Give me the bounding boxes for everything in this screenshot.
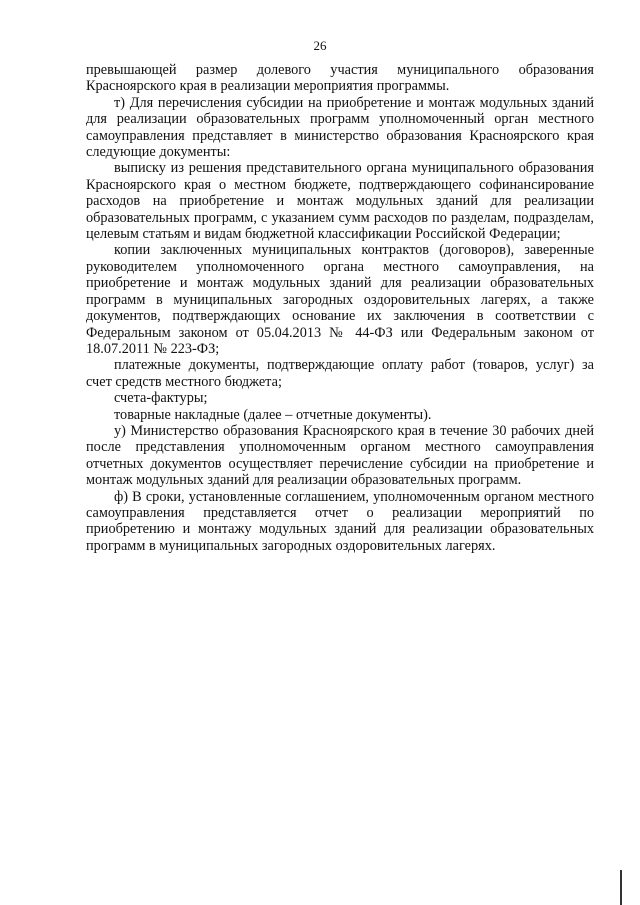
document-body	[86, 62, 594, 554]
paragraph-continuation: превышающей размер долевого участия муниципального образования Красноярского края в реализации мероприятия программы.	[86, 62, 594, 95]
scan-edge-mark	[620, 870, 622, 905]
paragraph-invoices: счета-фактуры;	[114, 390, 208, 407]
paragraph-payment-documents: платежные документы, подтверждающие оплату работ (товаров, услуг) за счет средств местного бюджета;	[86, 357, 594, 390]
paragraph-item-u: у) Министерство образования Красноярского края в течение 30 рабочих дней после представления уполномоченным органом местного самоуправления отчетных документов осуществляет перечисление субсидии на приобретение и монтаж модульных зданий для реализации образовательных программ.	[86, 422, 594, 489]
page-number: 26	[313, 38, 327, 53]
paragraph-waybills: товарные накладные (далее – отчетные документы).	[114, 406, 432, 423]
paragraph-budget-extract: выписку из решения представительного органа муниципального образования Красноярского края о местном бюджете, подтверждающего софинансирование расходов на приобретение и монтаж модульных зданий для реализации образовательных программ, с указанием сумм расходов по разделам, подразделам, целевым статьям и видам бюджетной классификации Российской Федерации;	[86, 160, 594, 243]
paragraph-contract-copies: копии заключенных муниципальных контрактов (договоров), заверенные руководителем уполномоченного органа местного самоуправления, на приобретение и монтаж модульных зданий для реализации образовательных программ в муниципальных загородных оздоровительных лагерях, а также документов, подтверждающих основание их заключения в соответствии с Федеральным законом от 05.04.2013 № 44-ФЗ или Федеральным законом от 18.07.2011 № 223-ФЗ;	[86, 242, 594, 357]
paragraph-item-t: т) Для перечисления субсидии на приобретение и монтаж модульных зданий для реализации образовательных программ уполномоченный орган местного самоуправления представляет в министерство образования Красноярского края следующие документы:	[86, 94, 594, 161]
paragraph-item-f: ф) В сроки, установленные соглашением, уполномоченным органом местного самоуправления представляется отчет о реализации мероприятий по приобретению и монтажу модульных зданий для реализации образовательных программ в муниципальных загородных оздоровительных лагерях.	[86, 488, 594, 554]
